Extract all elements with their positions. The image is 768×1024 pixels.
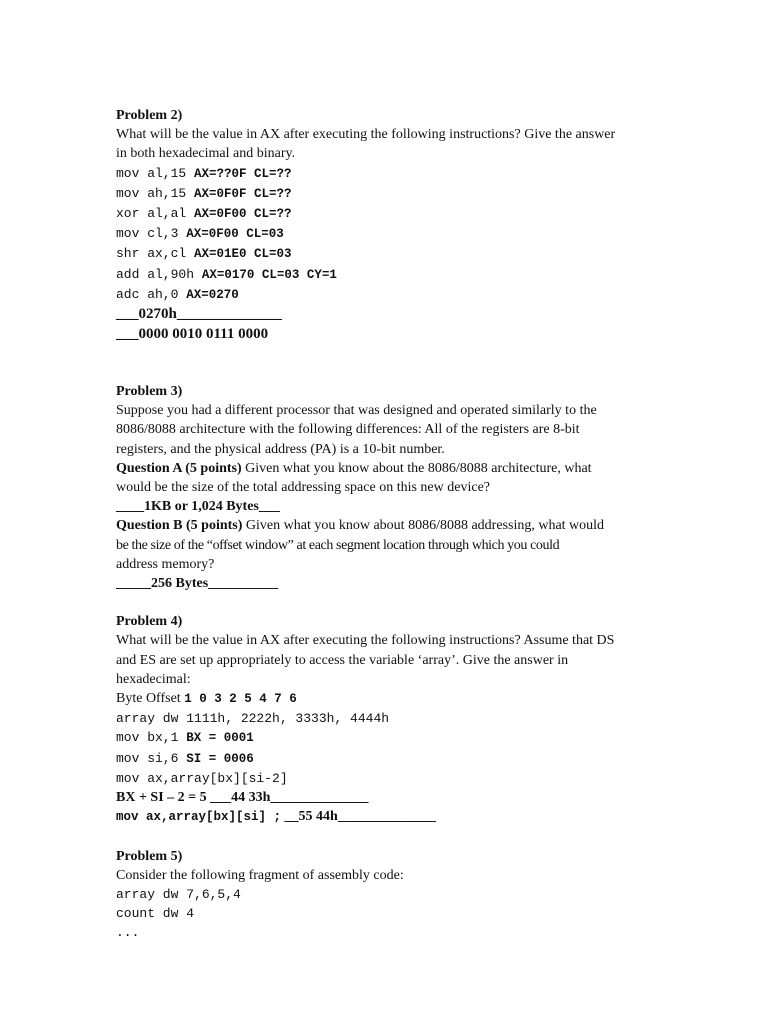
question-b-text: Given what you know about 8086/8088 addressing, what would	[242, 518, 605, 534]
instruction: mov ah,15	[116, 185, 195, 201]
problem-5-intro: Consider the following fragment of assembly code:	[116, 867, 404, 883]
problem-2-question-line-1: What will be the value in AX after executing the following instructions? Give the answer	[116, 127, 616, 143]
problem-2-answer-hex: ___0270h______________	[116, 306, 282, 323]
instruction: mov bx,1	[116, 730, 187, 746]
problem-5-heading: Problem 5)	[116, 848, 183, 864]
question-b-line-2: be the size of the “offset window” at each segment location through which you could	[116, 537, 560, 553]
code-line	[116, 224, 736, 244]
instruction: shr ax,cl	[116, 246, 195, 262]
document-content	[116, 106, 736, 943]
problem-2-heading: Problem 2)	[116, 108, 183, 123]
code-line: array dw 7,6,5,4	[116, 886, 241, 902]
code-line	[116, 749, 736, 769]
answer-value: __55 44h______________	[281, 809, 436, 825]
question-a-line-2: would be the size of the total addressing space on this new device?	[116, 480, 490, 496]
question-b-label: Question B (5 points)	[116, 518, 243, 534]
register-annotation: BX = 0001	[186, 731, 254, 746]
question-b-answer: _____256 Bytes__________	[116, 576, 279, 592]
problem-3-heading: Problem 3)	[116, 384, 183, 400]
problem-2-answer-binary: ___0000 0010 0111 0000	[116, 325, 269, 342]
question-a-label: Question A (5 points)	[116, 460, 242, 476]
instruction: adc ah,0	[116, 286, 187, 302]
problem-4-question-line-2: and ES are set up appropriately to access the variable ‘array’. Give the answer in	[116, 652, 569, 668]
register-annotation: AX=0270	[186, 287, 239, 302]
instruction: add al,90h	[116, 266, 202, 282]
byte-offset-values: 1 0 3 2 5 4 7 6	[184, 692, 297, 707]
byte-offset-line	[116, 689, 736, 709]
code-line: array dw 1111h, 2222h, 3333h, 4444h	[116, 711, 390, 727]
byte-offset-label: Byte Offset	[116, 691, 185, 707]
instruction: mov al,15	[116, 165, 195, 181]
answer-code: mov ax,array[bx][si] ;	[116, 810, 282, 825]
problem-3-intro-line-2: 8086/8088 architecture with the following differences: All of the registers are 8-bit	[116, 422, 580, 438]
instruction: mov si,6	[116, 750, 187, 766]
code-line	[116, 184, 736, 204]
problem-2-question-line-2: in both hexadecimal and binary.	[116, 146, 296, 162]
code-line: mov ax,array[bx][si-2]	[116, 770, 288, 786]
code-line	[116, 244, 736, 264]
problem-4-question-line-1: What will be the value in AX after executing the following instructions? Assume that DS	[116, 633, 615, 649]
register-annotation: AX=0F0F CL=??	[194, 186, 292, 201]
code-line	[116, 265, 736, 285]
code-line: ...	[116, 925, 140, 941]
problem-3-intro-line-3: registers, and the physical address (PA) is a 10-bit number.	[116, 441, 445, 457]
question-b-line-1	[116, 516, 736, 535]
question-b-line-3: address memory?	[116, 556, 215, 572]
question-a-text: Given what you know about the 8086/8088 architecture, what	[241, 460, 592, 476]
instruction: mov cl,3	[116, 226, 187, 242]
question-a-answer: ____1KB or 1,024 Bytes___	[116, 499, 280, 515]
problem-4-answer-2	[116, 807, 736, 827]
register-annotation: AX=0F00 CL=03	[186, 227, 284, 242]
problem-4-heading: Problem 4)	[116, 614, 183, 630]
question-a-line-1	[116, 459, 736, 478]
problem-4-answer-1: BX + SI – 2 = 5 ___44 33h______________	[116, 790, 369, 806]
register-annotation: AX=??0F CL=??	[194, 166, 292, 181]
problem-3-intro-line-1: Suppose you had a different processor that was designed and operated similarly to the	[116, 403, 597, 419]
problem-4-question-line-3: hexadecimal:	[116, 671, 191, 687]
register-annotation: AX=01E0 CL=03	[194, 247, 292, 262]
code-line	[116, 204, 736, 224]
code-line	[116, 285, 736, 305]
register-annotation: AX=0170 CL=03 CY=1	[201, 267, 337, 282]
instruction: xor al,al	[116, 206, 195, 222]
register-annotation: SI = 0006	[186, 751, 254, 766]
code-line: count dw 4	[116, 906, 195, 922]
code-line	[116, 164, 736, 184]
code-line	[116, 728, 736, 748]
register-annotation: AX=0F00 CL=??	[194, 207, 292, 222]
